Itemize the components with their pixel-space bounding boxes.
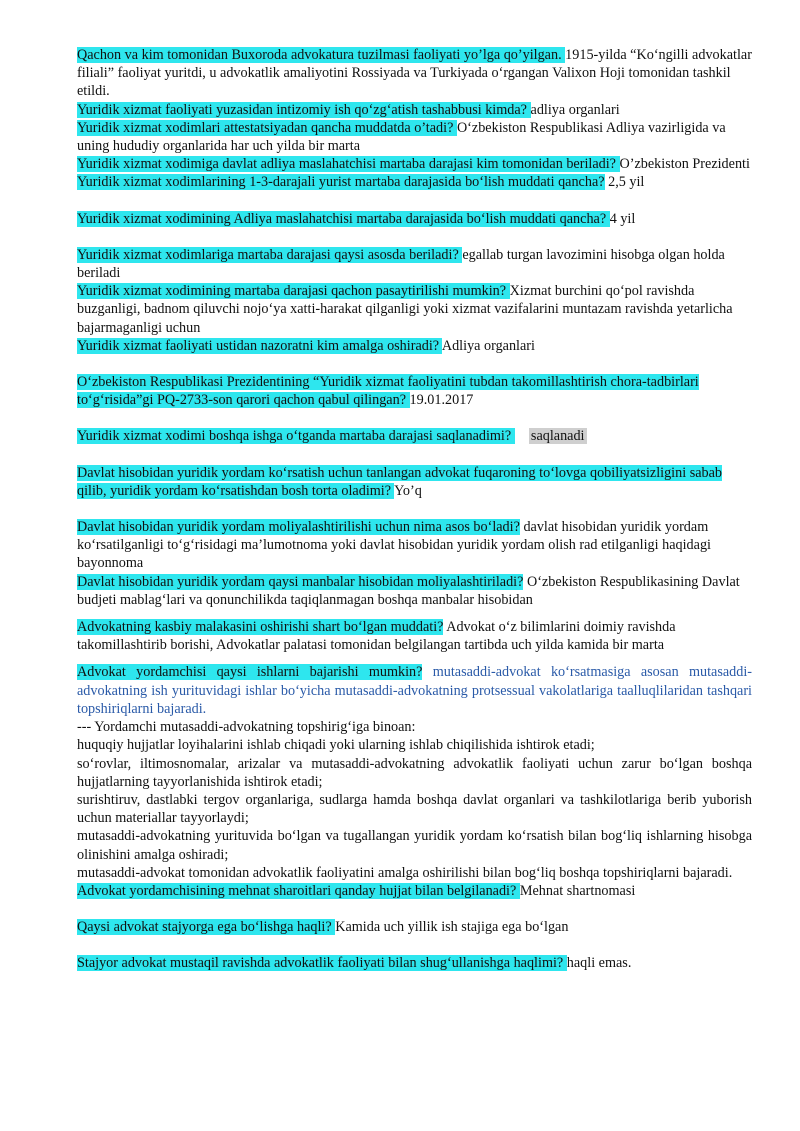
question-highlight: Yuridik xizmat xodimlari attestatsiyadan qancha muddatda o’tadi? (77, 119, 457, 136)
detail-line: so‘rovlar, iltimosnomalar, arizalar va mutasaddi-advokatning advokatlik faoliyati uchun zarur bo‘lgan boshqa hujjatlarning tayyorlanishida ishtirok etadi; (77, 755, 752, 790)
qa-item (77, 210, 752, 228)
qa-item (77, 954, 752, 972)
answer-text: O‘zbekiston Respublikasining Davlat budjeti mablag‘lari va qonunchilikda taqiqlanmagan boshqa manbalar hisobidan (77, 573, 740, 608)
detail-line: surishtiruv, dastlabki tergov organlariga, sudlarga hamda boshqa davlat organlari va tashkilotlariga berib yuborish uchun materiallar tayyorlaydi; (77, 791, 752, 827)
question-highlight: Qachon va kim tomonidan Buxoroda advokatura tuzilmasi faoliyati yo’lga qo’yilgan. (77, 47, 566, 63)
answer-text: O’zbekiston Prezidenti (619, 156, 750, 173)
answer-text: Xizmat burchini qo‘pol ravishda buzganligi, badnom qiluvchi nojo‘ya xatti-harakat qilganligi yoki xizmat vazifalarini muntazam ravishda yetarlicha bajarmaganligi uchun (77, 283, 733, 336)
qa-item (77, 46, 752, 101)
question-highlight: Stajyor advokat mustaqil ravishda advokatlik faoliyati bilan shug‘ullanishga haqlimi? (77, 955, 567, 972)
question-highlight: Yuridik xizmat xodimiga davlat adliya maslahatchisi martaba darajasi kim tomonidan beriladi? (77, 156, 620, 173)
question-highlight: Davlat hisobidan yuridik yordam qaysi manbalar hisobidan moliyalashtiriladi? (77, 573, 524, 590)
qa-item (77, 155, 752, 173)
answer-text: Advokat o‘z bilimlarini doimiy ravishda takomillashtirib borishi, Advokatlar palatasi tomonidan belgilangan tartibda uch yilda kamida bir marta (77, 619, 676, 654)
qa-item (77, 101, 752, 119)
answer-text: Yo’q (394, 482, 422, 499)
qa-item (77, 282, 752, 337)
question-highlight: Yuridik xizmat faoliyati ustidan nazoratni kim amalga oshiradi? (77, 337, 442, 354)
detail-line: mutasaddi-advokatning yurituvida bo‘lgan va tugallangan yuridik yordam ko‘rsatish bilan bog‘liq ishlarning hisobga olinishini amalga oshiradi; (77, 828, 752, 863)
question-highlight: Qaysi advokat stajyorga ega bo‘lishga haqli? (77, 919, 336, 936)
detail-line: mutasaddi-advokat tomonidan advokatlik faoliyatini amalga oshirilishi bilan bog‘liq boshqa topshiriqlarni bajaradi. (77, 864, 733, 881)
answer-text: 19.01.2017 (409, 392, 474, 409)
qa-item (77, 918, 752, 936)
question-highlight: Advokat yordamchisi qaysi ishlarni bajarishi mumkin? (77, 664, 423, 681)
qa-item (77, 173, 752, 191)
question-highlight: Davlat hisobidan yuridik yordam ko‘rsatish uchun tanlangan advokat fuqaroning to‘lovga qobiliyatsizligini sabab qilib, yuridik yordam ko‘rsatishdan bosh torta oladimi? (77, 464, 722, 499)
qa-item (77, 337, 752, 355)
qa-item (77, 427, 752, 445)
qa-item (77, 464, 752, 500)
answer-text: Mehnat shartnomasi (519, 882, 636, 899)
question-highlight: Yuridik xizmat xodimlariga martaba darajasi qaysi asosda beriladi? (77, 246, 463, 263)
answer-gray-highlight: saqlanadi (530, 428, 585, 445)
qa-item (77, 119, 752, 155)
answer-text: adliya organlari (530, 101, 620, 118)
question-highlight: Davlat hisobidan yuridik yordam moliyalashtirilishi uchun nima asos bo‘ladi? (77, 519, 520, 536)
detail-line: huquqiy hujjatlar loyihalarini ishlab chiqadi yoki ularning ishlab chiqilishida ishtirok etadi; (77, 737, 595, 754)
question-highlight: Advokat yordamchisining mehnat sharoitlari qanday hujjat bilan belgilanadi? (77, 882, 520, 899)
qa-item (77, 618, 752, 654)
detail-intro: --- Yordamchi mutasaddi-advokatning topshirig‘iga binoan: (77, 719, 416, 736)
answer-text: haqli emas. (566, 955, 632, 972)
question-highlight: Yuridik xizmat faoliyati yuzasidan intizomiy ish qo‘zg‘atish tashabbusi kimda? (77, 101, 531, 118)
question-highlight: Yuridik xizmat xodimlarining 1-3-darajali yurist martaba darajasida bo‘lish muddati qancha? (77, 174, 605, 191)
answer-text: 2,5 yil (604, 174, 645, 191)
answer-text: O‘zbekiston Respublikasi Adliya vazirligida va uning hududiy organlarida har uch yilda bir marta (77, 119, 726, 155)
question-highlight: O‘zbekiston Respublikasi Prezidentining “Yuridik xizmat faoliyatini tubdan takomillashtirish chora-tadbirlari to‘g‘risida”gi PQ-2733-son qarori qachon qabul qilingan? (77, 374, 699, 409)
qa-item (77, 246, 752, 282)
answer-text: 4 yil (609, 210, 636, 227)
answer-text: Kamida uch yillik ish stajiga ega bo‘lgan (335, 919, 569, 936)
qa-item (77, 373, 752, 409)
question-highlight: Yuridik xizmat xodimining martaba darajasi qachon pasaytirilishi mumkin? (77, 283, 510, 300)
qa-item (77, 663, 752, 718)
answer-text: 1915-yilda “Ko‘ngilli advokatlar filiali” faoliyat yuritdi, u advokatlik amaliyotini Rossiyada va Turkiyada o‘rgangan Valixon Hoji tomonidan tashkil etildi. (77, 47, 752, 100)
question-highlight: Yuridik xizmat xodimining Adliya maslahatchisi martaba darajasida bo‘lish muddati qancha? (77, 210, 610, 227)
answer-blue-text: mutasaddi-advokat ko‘rsatmasiga asosan mutasaddi-advokatning ish yurituvidagi ishlar bo‘yicha mutasaddi-advokatning protsessual vakolatlariga taalluqlilaridan tashqari topshiriqlarni bajaradi. (77, 664, 752, 717)
answer-text: egallab turgan lavozimini hisobga olgan holda beriladi (77, 246, 725, 282)
qa-item (77, 882, 752, 900)
answer-text: davlat hisobidan yuridik yordam ko‘rsatilganligi to‘g‘risidagi ma’lumotnoma yoki davlat hisobidan yuridik yordam olish rad etilganligi haqidagi bayonnoma (77, 519, 711, 572)
answer-text: Adliya organlari (441, 337, 535, 354)
qa-item (77, 573, 752, 609)
question-highlight: Yuridik xizmat xodimi boshqa ishga o‘tganda martaba darajasi saqlanadimi? (77, 428, 515, 445)
qa-item (77, 518, 752, 573)
question-highlight: Advokatning kasbiy malakasini oshirishi shart bo‘lgan muddati? (77, 619, 444, 636)
